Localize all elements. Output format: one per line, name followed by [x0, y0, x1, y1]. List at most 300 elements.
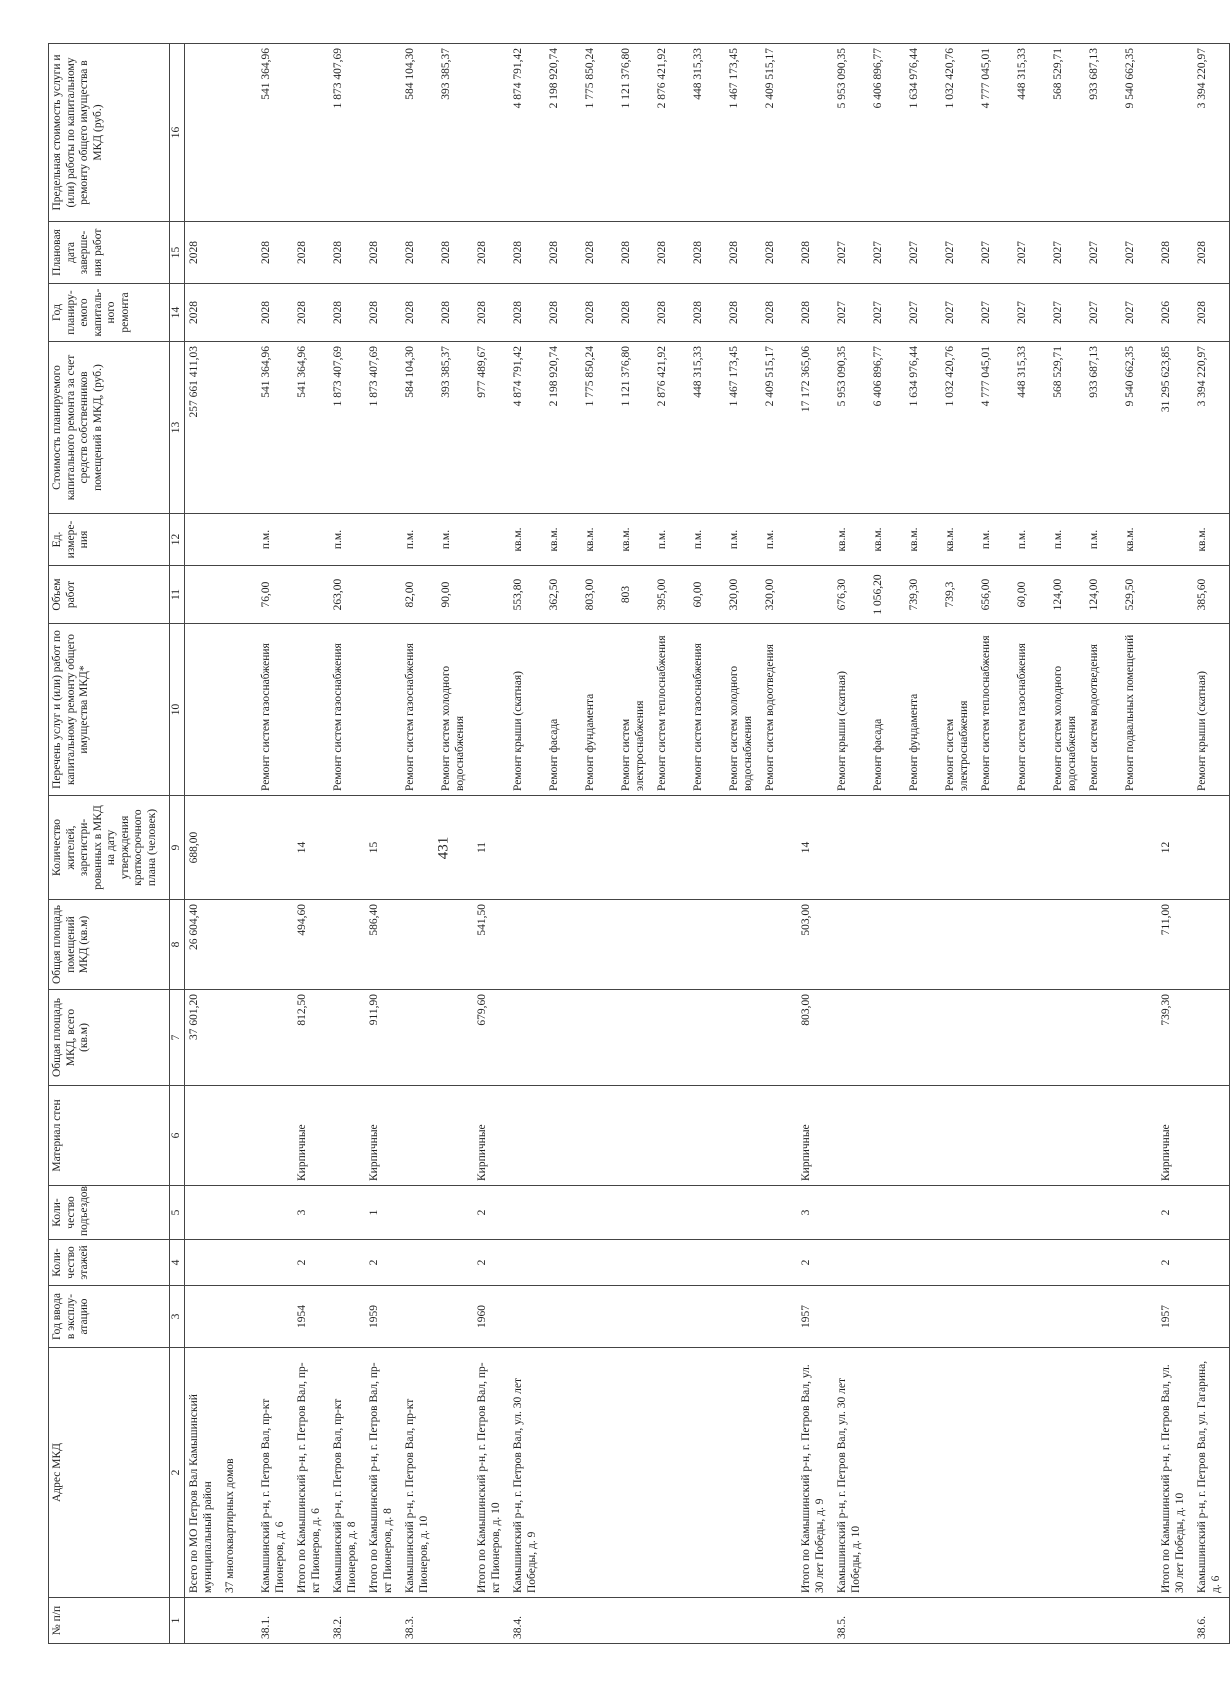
table-cell — [617, 1240, 653, 1286]
table-cell: 1960 — [473, 1286, 509, 1348]
table-cell: 2027 — [977, 284, 1013, 342]
table-cell: 257 661 411,03 — [185, 342, 222, 514]
table-cell: 2028 — [365, 284, 401, 342]
table-cell: Кирпичные — [797, 1086, 833, 1186]
table-cell: 3 — [293, 1186, 329, 1240]
table-cell: 2028 — [689, 222, 725, 284]
table-cell: 2 876 421,92 — [653, 342, 689, 514]
table-row — [401, 44, 437, 1644]
table-row — [1085, 44, 1121, 1644]
column-header: Плановая дата заверше-ния работ — [49, 222, 170, 284]
column-header: Год ввода в эксплу-атацию — [49, 1286, 170, 1348]
table-cell — [329, 1086, 365, 1186]
table-cell: 393 385,37 — [437, 342, 473, 514]
table-cell — [1013, 990, 1049, 1086]
table-cell — [1121, 796, 1157, 900]
table-cell — [401, 796, 437, 900]
table-cell: 2 — [1157, 1186, 1193, 1240]
table-cell — [329, 990, 365, 1086]
table-cell: 2 — [473, 1240, 509, 1286]
column-header: № п/п — [49, 1598, 170, 1644]
table-cell: 688,00 — [185, 796, 222, 900]
table-cell — [581, 1186, 617, 1240]
table-cell: 1 873 407,69 — [329, 44, 365, 222]
table-cell — [581, 1598, 617, 1644]
table-cell — [869, 1348, 905, 1598]
table-cell — [581, 1240, 617, 1286]
table-cell — [221, 284, 257, 342]
table-cell: 2 409 515,17 — [761, 342, 797, 514]
table-cell: 60,00 — [1013, 566, 1049, 624]
table-cell — [221, 1598, 257, 1644]
table-cell — [977, 1598, 1013, 1644]
table-cell — [689, 796, 725, 900]
table-cell: 911,90 — [365, 990, 401, 1086]
table-cell: 448 315,33 — [689, 342, 725, 514]
table-cell: 1 056,20 — [869, 566, 905, 624]
table-cell — [941, 990, 977, 1086]
table-cell — [185, 514, 222, 566]
table-cell — [1193, 990, 1230, 1086]
table-cell — [257, 1186, 293, 1240]
table-cell — [185, 1240, 222, 1286]
table-cell: кв.м. — [905, 514, 941, 566]
table-cell — [401, 990, 437, 1086]
table-cell — [725, 1348, 761, 1598]
table-cell — [1085, 1286, 1121, 1348]
table-cell: Итого по Камышинский р-н, г. Петров Вал, ул. 30 лет Победы, д. 9 — [797, 1348, 833, 1598]
column-number: 15 — [170, 222, 185, 284]
table-cell: 5 953 090,35 — [833, 44, 869, 222]
table-cell: 541,50 — [473, 900, 509, 990]
table-cell — [545, 1598, 581, 1644]
table-row — [365, 44, 401, 1644]
table-cell — [869, 1598, 905, 1644]
table-cell: п.м. — [257, 514, 293, 566]
table-cell — [1085, 1348, 1121, 1598]
table-cell: Кирпичные — [293, 1086, 329, 1186]
table-cell — [221, 1240, 257, 1286]
table-cell — [1085, 1086, 1121, 1186]
table-cell: 2028 — [293, 284, 329, 342]
table-row — [185, 44, 222, 1644]
table-cell: Ремонт подвальных помещений — [1121, 624, 1157, 796]
table-cell: 1 121 376,80 — [617, 44, 653, 222]
column-header: Ед. измере-ния — [49, 514, 170, 566]
table-cell — [725, 796, 761, 900]
table-cell — [185, 1086, 222, 1186]
table-cell: 2027 — [869, 284, 905, 342]
table-cell — [1121, 1598, 1157, 1644]
table-cell — [509, 1186, 545, 1240]
table-cell: 933 687,13 — [1085, 342, 1121, 514]
table-cell: п.м. — [401, 514, 437, 566]
table-cell: 2028 — [257, 222, 293, 284]
table-cell — [185, 566, 222, 624]
table-cell — [545, 1086, 581, 1186]
table-cell: 494,60 — [293, 900, 329, 990]
table-cell: 2028 — [509, 222, 545, 284]
table-cell: 2 — [473, 1186, 509, 1240]
table-cell: 529,50 — [1121, 566, 1157, 624]
table-cell: 124,00 — [1049, 566, 1085, 624]
table-cell — [185, 1186, 222, 1240]
table-row — [653, 44, 689, 1644]
table-cell — [329, 1186, 365, 1240]
table-cell — [329, 1286, 365, 1348]
table-cell: 38.2. — [329, 1598, 365, 1644]
table-cell: 2028 — [257, 284, 293, 342]
table-cell: 803 — [617, 566, 653, 624]
table-cell: 1 032 420,76 — [941, 342, 977, 514]
column-number: 14 — [170, 284, 185, 342]
table-cell — [869, 796, 905, 900]
table-cell — [509, 1240, 545, 1286]
table-cell — [1085, 1186, 1121, 1240]
column-header: Стоимость планируемого капитального ремонта за счет средств собственников помещений в МКД, (руб.) — [49, 342, 170, 514]
table-cell: Ремонт систем водоотведения — [1085, 624, 1121, 796]
table-cell — [1013, 900, 1049, 990]
table-cell: 2028 — [1157, 222, 1193, 284]
table-cell — [581, 1286, 617, 1348]
table-cell — [581, 990, 617, 1086]
table-cell — [365, 624, 401, 796]
table-cell: Ремонт фундамента — [581, 624, 617, 796]
table-cell — [905, 1240, 941, 1286]
table-row — [1121, 44, 1157, 1644]
table-cell: 1 775 850,24 — [581, 44, 617, 222]
table-cell: Ремонт систем газоснабжения — [329, 624, 365, 796]
table-cell — [329, 900, 365, 990]
table-cell — [689, 1348, 725, 1598]
table-cell: 1 873 407,69 — [329, 342, 365, 514]
table-cell: 37 многоквартирных домов — [221, 1348, 257, 1598]
table-cell — [941, 1348, 977, 1598]
table-cell — [761, 796, 797, 900]
table-cell — [1121, 1348, 1157, 1598]
table-cell — [221, 1186, 257, 1240]
table-cell: 541 364,96 — [257, 342, 293, 514]
table-cell — [617, 1348, 653, 1598]
table-cell — [725, 1086, 761, 1186]
table-cell: 1 873 407,69 — [365, 342, 401, 514]
table-cell — [293, 566, 329, 624]
table-cell: Ремонт фасада — [869, 624, 905, 796]
table-cell: Камышинский р-н, г. Петров Вал, ул. 30 лет Победы, д. 10 — [833, 1348, 869, 1598]
table-cell — [833, 1086, 869, 1186]
table-cell — [293, 514, 329, 566]
table-cell — [1013, 1286, 1049, 1348]
table-cell: 2028 — [185, 222, 222, 284]
table-cell — [977, 1086, 1013, 1186]
table-cell: 2027 — [1085, 222, 1121, 284]
table-cell: 739,30 — [1157, 990, 1193, 1086]
table-cell — [905, 1348, 941, 1598]
table-cell: 2027 — [1013, 284, 1049, 342]
table-cell: 6 406 896,77 — [869, 44, 905, 222]
table-cell: 2028 — [581, 284, 617, 342]
table-cell — [1013, 1186, 1049, 1240]
table-cell — [401, 1086, 437, 1186]
table-cell: 2027 — [1085, 284, 1121, 342]
table-cell — [941, 1240, 977, 1286]
table-cell — [221, 222, 257, 284]
table-cell: Ремонт систем теплоснабжения — [977, 624, 1013, 796]
table-cell — [905, 1286, 941, 1348]
table-cell: 12 — [1157, 796, 1193, 900]
table-cell — [977, 1240, 1013, 1286]
table-cell: 448 315,33 — [689, 44, 725, 222]
table-cell: Камышинский р-н, г. Петров Вал, пр-кт Пионеров, д. 8 — [329, 1348, 365, 1598]
table-cell — [689, 990, 725, 1086]
table-cell: 2028 — [581, 222, 617, 284]
table-cell: 656,00 — [977, 566, 1013, 624]
table-cell — [941, 1286, 977, 1348]
table-cell: 2028 — [329, 284, 365, 342]
table-cell: 2027 — [941, 222, 977, 284]
table-cell — [437, 796, 473, 900]
table-cell — [689, 1286, 725, 1348]
table-cell: 2027 — [869, 222, 905, 284]
table-cell — [257, 1240, 293, 1286]
table-row — [1013, 44, 1049, 1644]
table-cell — [293, 44, 329, 222]
table-cell: 1 467 173,45 — [725, 44, 761, 222]
table-cell: 76,00 — [257, 566, 293, 624]
table-cell: 2 198 920,74 — [545, 44, 581, 222]
table-cell: 739,30 — [905, 566, 941, 624]
table-cell: Ремонт систем холодного водоснабжения — [437, 624, 473, 796]
table-cell: кв.м. — [545, 514, 581, 566]
table-cell — [1085, 900, 1121, 990]
table-cell: п.м. — [1013, 514, 1049, 566]
table-cell: кв.м. — [941, 514, 977, 566]
table-cell — [437, 1598, 473, 1644]
table-cell: Ремонт фундамента — [905, 624, 941, 796]
column-number: 12 — [170, 514, 185, 566]
table-cell: Итого по Камышинский р-н, г. Петров Вал, ул. 30 лет Победы, д. 10 — [1157, 1348, 1193, 1598]
table-cell: 4 874 791,42 — [509, 342, 545, 514]
table-cell — [905, 990, 941, 1086]
table-cell: 2027 — [977, 222, 1013, 284]
table-row — [257, 44, 293, 1644]
table-cell: 263,00 — [329, 566, 365, 624]
table-cell — [1157, 566, 1193, 624]
table-cell: 395,00 — [653, 566, 689, 624]
table-cell: 3 394 220,97 — [1193, 342, 1230, 514]
table-cell — [689, 1240, 725, 1286]
table-cell — [221, 1086, 257, 1186]
table-cell — [833, 900, 869, 990]
table-cell — [185, 1286, 222, 1348]
table-cell — [869, 1186, 905, 1240]
table-cell: 2027 — [833, 222, 869, 284]
table-cell: кв.м. — [1121, 514, 1157, 566]
table-cell — [1085, 990, 1121, 1086]
table-cell — [797, 44, 833, 222]
table-cell: 320,00 — [761, 566, 797, 624]
table-cell: 2028 — [545, 222, 581, 284]
table-cell: 14 — [293, 796, 329, 900]
table-cell — [221, 514, 257, 566]
table-cell: 4 874 791,42 — [509, 44, 545, 222]
table-cell — [1121, 1186, 1157, 1240]
table-cell — [473, 44, 509, 222]
table-cell: 503,00 — [797, 900, 833, 990]
table-cell — [329, 796, 365, 900]
table-cell — [545, 1286, 581, 1348]
table-cell — [221, 44, 257, 222]
table-cell — [509, 900, 545, 990]
table-cell — [725, 1186, 761, 1240]
table-cell: 385,60 — [1193, 566, 1230, 624]
table-cell: 2028 — [473, 222, 509, 284]
table-cell: 38.3. — [401, 1598, 437, 1644]
table-cell — [617, 990, 653, 1086]
table-cell — [1193, 796, 1230, 900]
table-cell — [761, 1186, 797, 1240]
table-cell — [437, 1186, 473, 1240]
table-cell — [833, 1240, 869, 1286]
column-header: Коли-чество подъездов — [49, 1186, 170, 1240]
table-cell — [617, 1186, 653, 1240]
table-cell: Ремонт фасада — [545, 624, 581, 796]
table-cell — [1193, 900, 1230, 990]
table-cell — [437, 1240, 473, 1286]
table-cell — [689, 1086, 725, 1186]
table-cell — [977, 990, 1013, 1086]
column-header: Общая площадь МКД, всего (кв.м) — [49, 990, 170, 1086]
table-cell: п.м. — [329, 514, 365, 566]
table-cell — [1121, 1286, 1157, 1348]
table-cell — [545, 1186, 581, 1240]
table-cell: 393 385,37 — [437, 44, 473, 222]
table-cell: Итого по Камышинский р-н, г. Петров Вал, пр-кт Пионеров, д. 10 — [473, 1348, 509, 1598]
table-cell: 2027 — [1049, 284, 1085, 342]
table-cell: 11 — [473, 796, 509, 900]
table-cell: 541 364,96 — [293, 342, 329, 514]
table-cell: 2 — [293, 1240, 329, 1286]
table-row — [221, 44, 257, 1644]
table-body — [185, 44, 1230, 1644]
table-cell: Итого по Камышинский р-н, г. Петров Вал, пр-кт Пионеров, д. 6 — [293, 1348, 329, 1598]
table-cell — [545, 1348, 581, 1598]
table-cell: 38.1. — [257, 1598, 293, 1644]
table-cell: 26 604,40 — [185, 900, 222, 990]
table-cell: 2028 — [437, 284, 473, 342]
table-cell: 812,50 — [293, 990, 329, 1086]
table-cell: 1957 — [797, 1286, 833, 1348]
column-number: 3 — [170, 1286, 185, 1348]
table-cell — [1049, 1240, 1085, 1286]
table-cell: 2028 — [509, 284, 545, 342]
table-cell — [221, 900, 257, 990]
table-cell — [833, 990, 869, 1086]
table-cell: 977 489,67 — [473, 342, 509, 514]
table-cell: кв.м. — [1193, 514, 1230, 566]
table-cell — [1049, 1286, 1085, 1348]
table-cell: 9 540 662,35 — [1121, 342, 1157, 514]
table-cell: 17 172 365,06 — [797, 342, 833, 514]
table-cell — [1121, 900, 1157, 990]
table-cell — [1121, 1086, 1157, 1186]
table-cell: 1 032 420,76 — [941, 44, 977, 222]
table-cell: Камышинский р-н, г. Петров Вал, пр-кт Пионеров, д. 6 — [257, 1348, 293, 1598]
table-cell — [581, 1086, 617, 1186]
table-cell: 9 540 662,35 — [1121, 44, 1157, 222]
table-row — [833, 44, 869, 1644]
table-cell — [1121, 990, 1157, 1086]
table-cell — [905, 1598, 941, 1644]
table-row — [941, 44, 977, 1644]
table-cell — [725, 1598, 761, 1644]
table-cell — [221, 796, 257, 900]
column-number: 6 — [170, 1086, 185, 1186]
table-cell — [257, 1286, 293, 1348]
column-number: 1 — [170, 1598, 185, 1644]
table-cell: 584 104,30 — [401, 342, 437, 514]
table-cell — [1157, 1598, 1193, 1644]
table-cell: 2027 — [941, 284, 977, 342]
table-cell — [545, 900, 581, 990]
table-cell — [221, 566, 257, 624]
table-cell: Камышинский р-н, г. Петров Вал, пр-кт Пионеров, д. 10 — [401, 1348, 437, 1598]
table-cell: 2028 — [761, 222, 797, 284]
table-cell — [941, 796, 977, 900]
table-row — [725, 44, 761, 1644]
table-cell — [1013, 1598, 1049, 1644]
table-cell — [257, 990, 293, 1086]
table-cell: 2028 — [401, 222, 437, 284]
table-cell — [977, 796, 1013, 900]
table-cell: 1 121 376,80 — [617, 342, 653, 514]
table-cell: 568 529,71 — [1049, 44, 1085, 222]
table-cell — [1085, 1240, 1121, 1286]
table-cell: 2028 — [437, 222, 473, 284]
table-cell: 803,00 — [797, 990, 833, 1086]
table-cell: 31 295 623,85 — [1157, 342, 1193, 514]
table-cell: Ремонт крыши (скатная) — [509, 624, 545, 796]
table-cell: 584 104,30 — [401, 44, 437, 222]
table-cell: 448 315,33 — [1013, 342, 1049, 514]
table-cell — [653, 1286, 689, 1348]
table-row — [869, 44, 905, 1644]
table-cell — [257, 900, 293, 990]
table-cell: 5 953 090,35 — [833, 342, 869, 514]
table-cell: 568 529,71 — [1049, 342, 1085, 514]
column-header: Адрес МКД — [49, 1348, 170, 1598]
table-cell — [617, 796, 653, 900]
table-cell — [761, 1240, 797, 1286]
table-cell — [293, 624, 329, 796]
table-cell — [1193, 1240, 1230, 1286]
table-cell: 2 409 515,17 — [761, 44, 797, 222]
table-cell — [653, 990, 689, 1086]
table-cell: 37 601,20 — [185, 990, 222, 1086]
table-cell — [581, 1348, 617, 1598]
table-cell — [329, 1240, 365, 1286]
table-cell: Ремонт крыши (скатная) — [833, 624, 869, 796]
table-cell — [905, 1186, 941, 1240]
table-cell — [437, 1348, 473, 1598]
table-cell: 1 — [365, 1186, 401, 1240]
table-cell: 2 198 920,74 — [545, 342, 581, 514]
table-cell: 1 467 173,45 — [725, 342, 761, 514]
table-cell — [653, 1240, 689, 1286]
table-row — [1193, 44, 1230, 1644]
table-cell — [1193, 1186, 1230, 1240]
table-cell: п.м. — [1049, 514, 1085, 566]
